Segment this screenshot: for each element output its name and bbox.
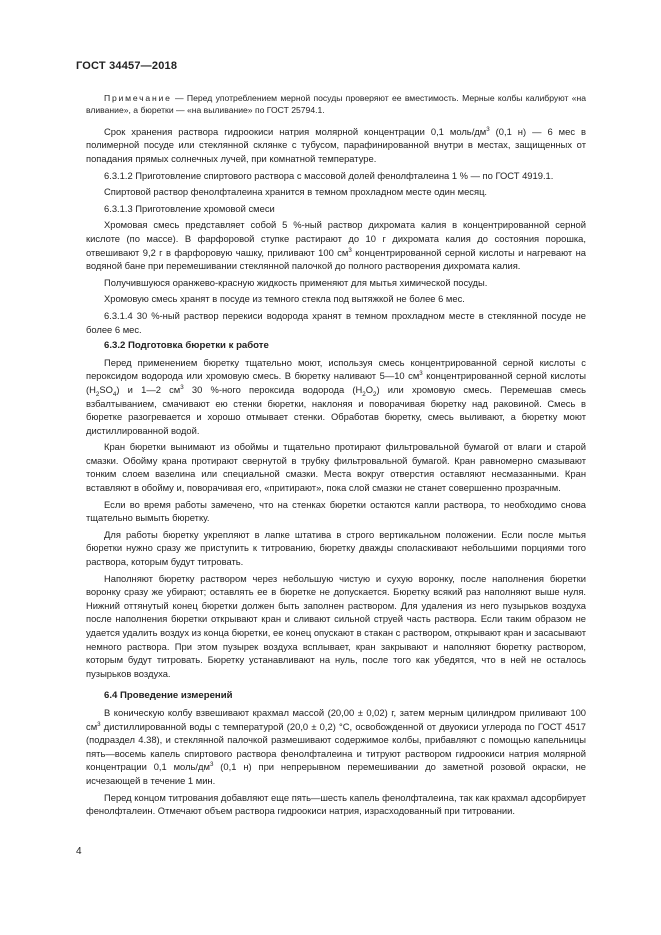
text-run: O [365,383,374,395]
document-body [86,92,586,821]
section-heading-6-4: 6.4 Проведение измерений [104,690,233,702]
text-run: Хромовая смесь представляет собой 5 %-ный раствор дихромата калия в концентрированной серной кислоте (по массе). В фарфоровой ступке растирают до 10 г дихромата калия до состояния порошка, отвешивают 9,2 г в фарфоровую чашку, приливают 100 см [86,219,586,258]
paragraph-filling: Наполняют бюретку раствором через небольшую чистую и сухую воронку, после наполнения бюретки воронку сразу же убирают; оставлять ее в бюретке не допускается. Бюретку всякий раз наполняют выше нуля. Нижний оттянутый конец бюретки должен быть заполнен раствором. Для удаления из него пузырьков воздуха после наполнения бюретки открывают кран и сливают сильной струей часть раствора. Если таким образом не удается удалить воздух из конца бюретки, ее конец опускают в стакан с раствором, открывают кран и засасывают немного раствора. При этом пузырек воздуха всплывает, кран закрывают и наполняют бюретку раствором, которым будут титровать. Бюретку устанавливают на нуль, после того как убедятся, что в ней не осталось пузырьков воздуха. [86,572,586,679]
paragraph-6-3-1-3: 6.3.1.3 Приготовление хромовой смеси [104,202,275,214]
paragraph-chromic-storage: Хромовую смесь хранят в посуде из темного стекла под вытяжкой не более 6 мес. [104,293,465,305]
section-heading-6-3-2: 6.3.2 Подготовка бюретки к работе [104,340,269,352]
text-run: ) или хромовую смесь. Перемешав смесь взбалтыванием, смачивают ею стенки бюретки, наклоняя и поворачивая бюретку над раковиной. Смесь в бюретке разогревается и хорошо отмывает стенки. Обработав бюретку, смесь выливают, а бюретку моют дистиллированной водой. [86,383,586,436]
note-label: Примечание [104,93,172,103]
superscript: 3 [97,720,101,728]
subscript: 2 [373,390,377,398]
subscript: 4 [112,390,117,398]
text-run: Срок хранения раствора гидроокиси натрия молярной концентрации 0,1 моль/дм [104,125,487,137]
superscript: 3 [419,370,423,378]
text-run: (0,1 н) — 6 мес в полимерной посуде или стеклянной склянке с тубусом, парафинированной внутри в местах, защищенных от попадания прямых солнечных лучей, при комнатной температуре. [86,125,586,164]
superscript: 3 [209,761,214,769]
text-run: В коническую колбу взвешивают крахмал массой (20,00 ± 0,02) г, затем мерным цилиндром приливают 100 см [86,706,586,732]
text-run: концентрированной серной кислоты (H [86,370,586,395]
subscript: 2 [362,390,366,398]
paragraph-titration-end: Перед концом титрования добавляют еще пять—шесть капель фенолфталеина, так как крахмал адсорбирует фенолфталеин. Отмечают объем раствора гидроокиси натрия, израсходованный при титровании. [86,791,586,817]
paragraph-burette-washing [86,356,586,438]
text-run: дистиллированной воды с температурой (20,0 ± 0,2) °С, освобожденной от двуокиси углерода по ГОСТ 4517 (подраздел 4.38), и стеклянной палочкой размешивают содержимое колбы, прибавляют с помощью капельницы пять—восемь капель спиртового раствора фенолфталеина и титруют раствором гидроокиси натрия молярной концентрации 0,1 моль/дм [86,720,586,773]
paragraph-chromic-mixture [86,218,586,272]
paragraph-measurement [86,706,586,788]
note-paragraph [86,92,586,117]
superscript: 3 [180,383,184,391]
paragraph-stopcock: Кран бюретки вынимают из обоймы и тщательно протирают фильтровальной бумагой от влаги и старой смазки. Обойму крана протирают свернутой в трубку фильтровальной бумагой. Кран равномерно смазывают тонким слоем вазелина или специальной смазки. Места вокруг отверстия оставляют несмазанными. Кран вставляют в обойму и, поворачивая его, «притирают», пока слой смазки не станет совершенно прозрачным. [86,441,586,494]
page-number: 4 [76,846,82,857]
subscript: 2 [95,390,100,398]
superscript: 3 [348,246,352,254]
paragraph-6-3-1-2: 6.3.1.2 Приготовление спиртового раствора с массовой долей фенолфталеина 1 % — по ГОСТ 4919.1. [104,169,554,181]
text-run: Перед применением бюретку тщательно моют, используя смесь концентрированной серной кислоты с пероксидом водорода или хромовую смесь. В бюретку наливают 5—10 см [86,356,586,382]
paragraph-drops-on-walls: Если во время работы замечено, что на стенках бюретки остаются капли раствора, то необходимо снова тщательно вымыть бюретку. [86,498,586,524]
paragraph-orange-liquid: Получившуюся оранжево-красную жидкость применяют для мытья химической посуды. [104,276,488,288]
text-run: концентрированной серной кислоты и нагревают на водяной бане при перемешивании стеклянной палочкой до полного растворения дихромата калия. [86,246,586,272]
superscript: 3 [486,125,490,133]
note-text: — Перед употреблением мерной посуды проверяют ее вместимость. Мерные колбы калибруют «на вливание», а бюретки — «на выливание» по ГОСТ 25794.1. [86,93,586,116]
paragraph-6-3-1-4: 6.3.1.4 30 %-ный раствор перекиси водорода хранят в темном прохладном месте в стеклянной посуде не более 6 мес. [86,309,586,335]
text-run: 30 %-ного пероксида водорода (H [183,383,363,395]
paragraph-mounting: Для работы бюретку укрепляют в лапке штатива в строго вертикальном положении. Если после мытья бюретки нужно сразу же приступить к титрованию, бюретку дважды споласкивают небольшими порциями того раствора, которым будут титровать. [86,528,586,568]
text-run: SO [99,383,113,395]
page-header: ГОСТ 34457—2018 [76,60,178,72]
text-run: (0,1 н) при непрерывном перемешивании до заметной розовой окраски, не исчезающей в течение 1 мин. [86,761,587,786]
text-run: ) и 1—2 см [116,383,181,395]
paragraph-phenolphthalein-storage: Спиртовой раствор фенолфталеина хранится в темном прохладном месте один месяц. [104,186,488,198]
paragraph-storage-naoh [86,125,586,166]
